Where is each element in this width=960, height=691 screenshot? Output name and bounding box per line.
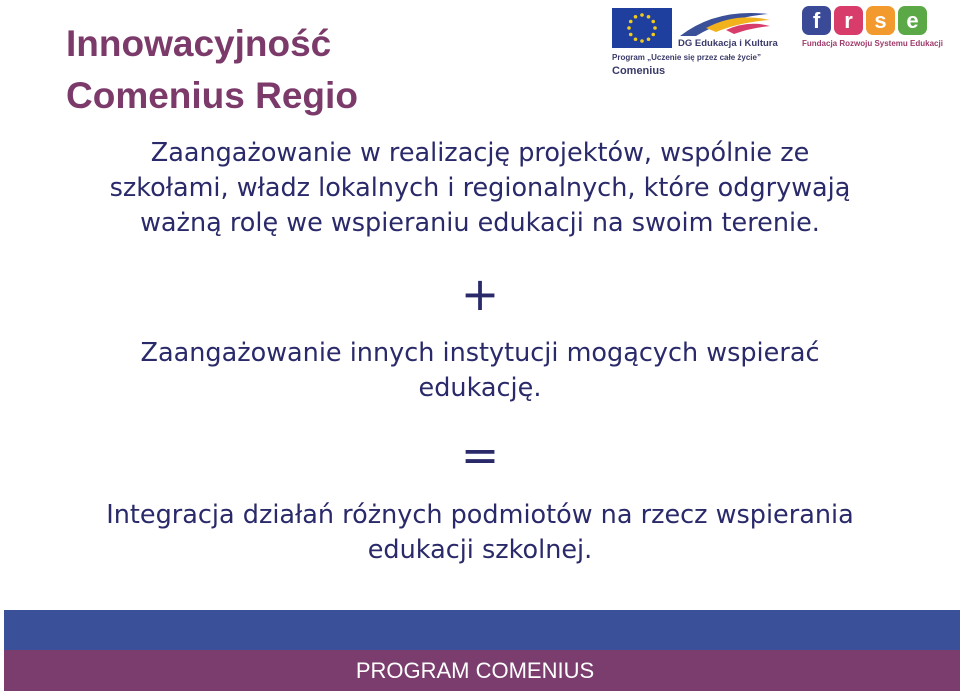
para2-line-1: Zaangażowanie innych instytucji mogących wspierać (140, 338, 820, 368)
frse-caption: Fundacja Rozwoju Systemu Edukacji (802, 39, 943, 48)
dg-edukacja-label: DG Edukacja i Kultura (678, 38, 778, 49)
para3-line-2: edukacji szkolnej. (367, 535, 593, 565)
para1-line-1: Zaangażowanie w realizację projektów, wspólnie ze (150, 138, 810, 168)
frse-letter-r: r (834, 6, 863, 35)
para1-line-3: ważną rolę we wspieraniu edukacji na swoim terenie. (140, 208, 820, 238)
eu-star-icon (647, 15, 651, 19)
eu-star-icon (627, 26, 631, 30)
program-label: Program „Uczenie się przez całe życie” (612, 53, 761, 62)
paragraph-local-authorities (40, 136, 920, 241)
eu-stars-icon (612, 8, 672, 48)
eu-star-icon (640, 13, 644, 17)
frse-letter-e: e (898, 6, 927, 35)
logo-area (610, 4, 960, 84)
eu-star-icon (634, 15, 638, 19)
para3-line-1: Integracja działań różnych podmiotów na rzecz wspierania (106, 500, 854, 530)
comenius-label: Comenius (612, 65, 666, 77)
frse-logo (802, 6, 927, 35)
paragraph-integration (30, 498, 930, 568)
eu-flag-icon (612, 8, 672, 48)
eu-star-icon (629, 33, 633, 37)
para2-line-2: edukację. (418, 373, 542, 403)
eu-star-icon (653, 26, 657, 30)
footer-label: PROGRAM COMENIUS (355, 658, 595, 683)
eu-star-icon (640, 39, 644, 43)
paragraph-other-institutions (40, 336, 920, 406)
lifelong-learning-swoosh-icon (676, 6, 772, 42)
plus-sign: + (460, 267, 500, 321)
frse-letter-s: s (866, 6, 895, 35)
eu-star-icon (634, 37, 638, 41)
footer-band-blue (4, 610, 960, 650)
frse-letter-f: f (802, 6, 831, 35)
eu-star-icon (651, 20, 655, 24)
title-line-2: Comenius Regio (66, 75, 358, 116)
equals-sign: = (460, 428, 500, 482)
slide-title (66, 18, 358, 122)
title-line-1: Innowacyjność (66, 23, 332, 64)
eu-star-icon (629, 20, 633, 24)
para1-line-2: szkołami, władz lokalnych i regionalnych, które odgrywają (109, 173, 851, 203)
eu-star-icon (651, 33, 655, 37)
eu-star-icon (647, 37, 651, 41)
